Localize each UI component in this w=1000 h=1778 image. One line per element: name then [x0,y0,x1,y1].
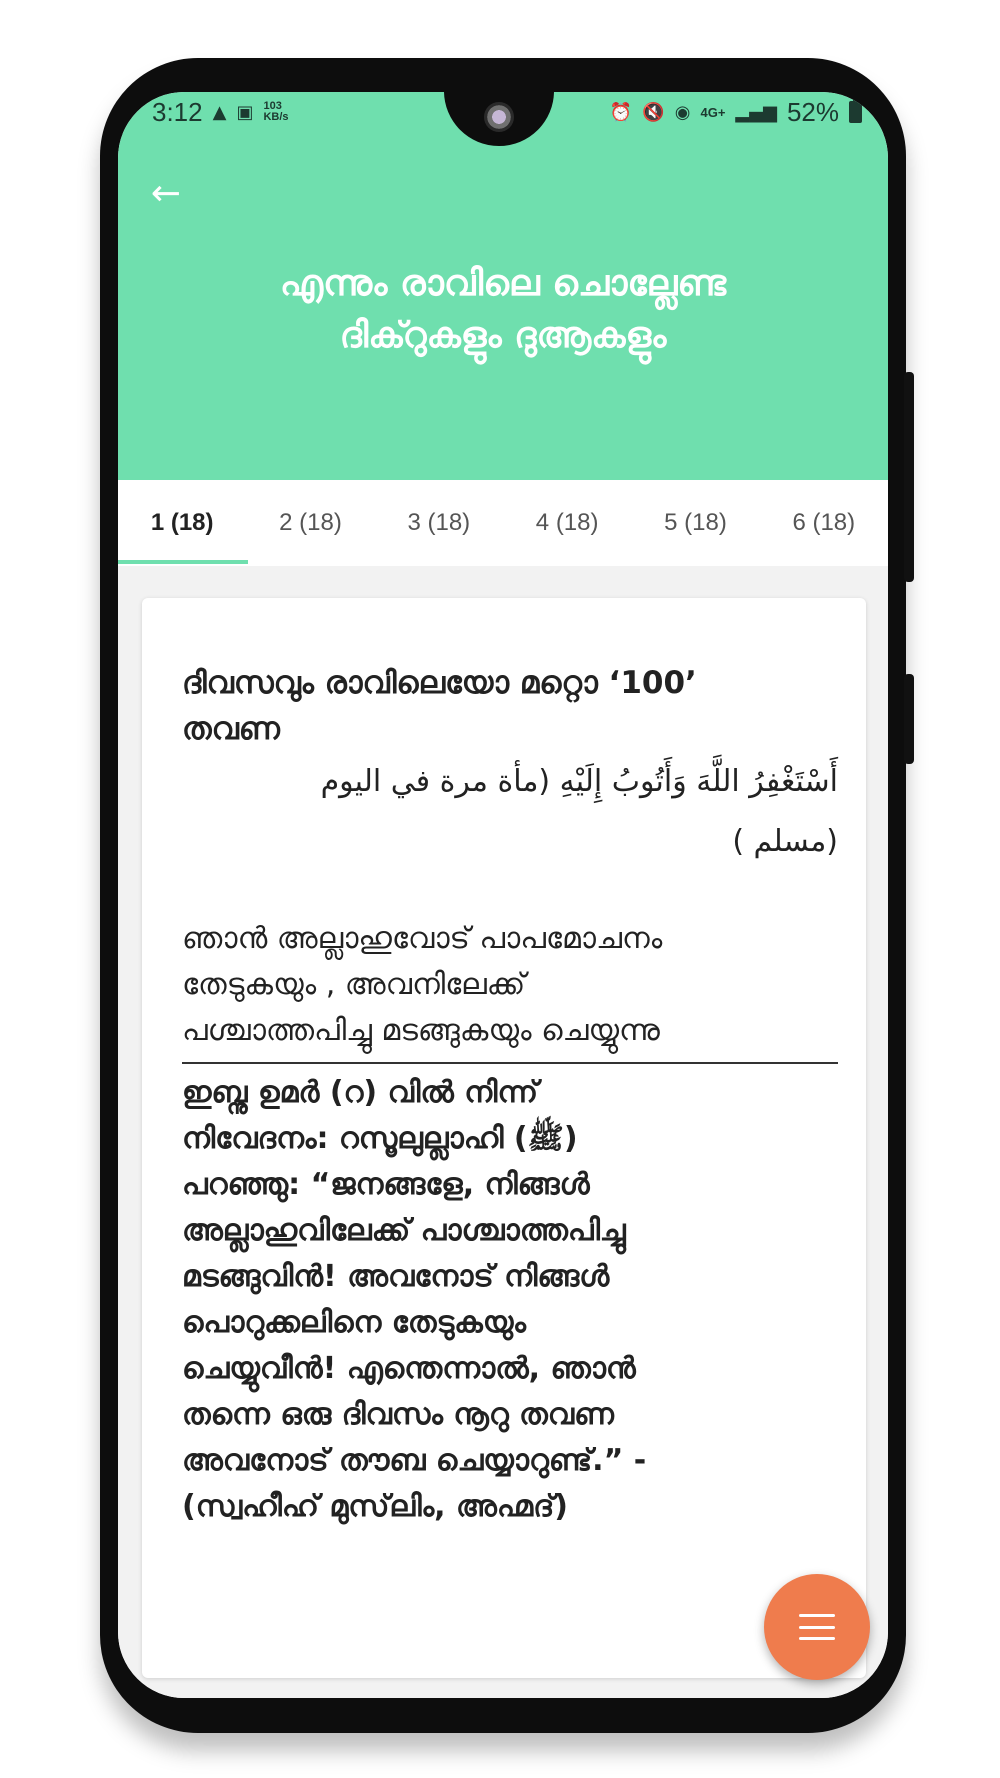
gallery-icon: ▣ [236,101,254,123]
hadith-line-1: ഇബ്നു ഉമർ (റ) വിൽ നിന്ന് [182,1075,538,1110]
divider [182,1062,838,1064]
hadith-line-3: പറഞ്ഞു: “ജനങ്ങളേ, നിങ്ങൾ [182,1167,590,1202]
page-title [158,258,848,362]
arrow-left-icon: ← [150,173,182,214]
hadith-line-2: നിവേദനം: റസൂലുല്ലാഹി (ﷺ) [182,1121,578,1156]
page-title-line-1: എന്നും രാവിലെ ചൊല്ലേണ്ട [279,263,727,304]
net-speed-unit: KB/s [263,111,289,123]
power-button [904,674,914,764]
camera-notch [444,92,554,146]
hadith-line-4: അല്ലാഹുവിലേക്ക് പാശ്ചാത്തപിച്ചു [182,1213,626,1248]
dhikr-heading-line-2: തവണ [182,711,280,747]
dhikr-heading [182,660,838,752]
tab-1[interactable]: 1 (18) [150,509,214,536]
signal-icon: ▂▄▆ [735,101,777,123]
dhikr-heading-line-1: ദിവസവും രാവിലെയോ മറ്റൊ ‘100’ [182,665,697,701]
status-bar-left [152,94,289,130]
battery-percent: 52% [786,96,839,127]
volume-button [904,372,914,582]
tab-2[interactable]: 2 (18) [279,509,342,536]
translation-line-2: തേടുകയും , അവനിലേക്ക് [182,967,526,1002]
translation-line-1: ഞാൻ അല്ലാഹുവോട് പാപമോചനം [182,921,663,956]
active-tab-indicator [118,560,248,564]
hadith-line-9: അവനോട് തൗബ ചെയ്യാറുണ്ട്.” - [182,1443,647,1478]
tab-bar [118,480,888,566]
app-header [118,92,888,480]
menu-fab-button[interactable] [764,1574,870,1680]
tab-3[interactable]: 3 (18) [407,509,471,536]
app-screen [118,92,888,1698]
hadith-line-6: പൊറുക്കലിനെ തേടുകയും [182,1305,526,1340]
arabic-text [182,752,838,872]
translation-text [182,916,838,1054]
hadith-text [182,1070,838,1530]
status-time: 3:12 [152,96,203,127]
tab-4[interactable]: 4 (18) [535,509,599,536]
mute-icon: 🔇 [642,101,665,123]
menu-icon [799,1614,835,1640]
network-type: 4G+ [700,104,726,120]
notification-icon: ▲ [212,101,227,123]
translation-line-3: പശ്ചാത്തപിച്ചു മടങ്ങുകയും ചെയ്യുന്നു [182,1013,660,1048]
alarm-icon: ⏰ [609,101,633,123]
battery-icon [849,101,862,123]
status-bar-right [610,94,862,130]
camera-icon [484,102,514,132]
hotspot-icon: ◉ [674,101,691,123]
arabic-line-1: أَسْتَغْفِرُ اللَّهَ وَأَتُوبُ إِلَيْهِ (مأة مرة في اليوم [320,764,838,799]
tab-6[interactable]: 6 (18) [792,509,856,536]
net-speed-value: 103 [263,100,282,112]
tab-5[interactable]: 5 (18) [664,509,727,536]
hadith-line-7: ചെയ്യുവീൻ! എന്തെന്നാൽ, ഞാൻ [182,1351,636,1386]
net-speed [263,101,288,123]
hadith-line-10: (സ്വഹീഹ് മുസ്‌ലിം, അഹ്മദ്) [182,1489,569,1524]
page-title-line-2: ദിക്റുകളും ദുആകളും [339,315,667,356]
hadith-line-5: മടങ്ങുവിൻ! അവനോട് നിങ്ങൾ [182,1259,610,1294]
dhikr-card [142,598,866,1678]
back-button[interactable] [144,172,188,216]
hadith-line-8: തന്നെ ഒരു ദിവസം നൂറു തവണ [182,1397,614,1432]
arabic-line-2: (مسلم ) [732,824,838,859]
